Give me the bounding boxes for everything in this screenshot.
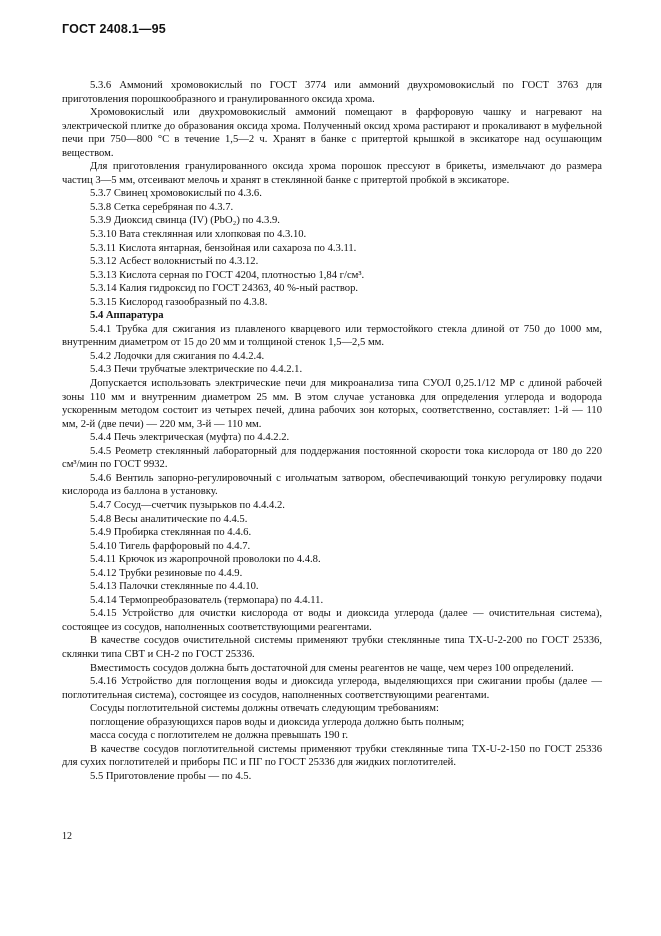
list-item: 5.4.9 Пробирка стеклянная по 4.4.6. (90, 527, 252, 539)
paragraph: Допускается использовать электрические печи для микроанализа типа СУОЛ 0,25.1/12 МР с длиной рабочей зоны 110 мм и внутренним диаметром 25 мм. В этом случае установка для определения углерода и водорода ускоренным методом состоит из четырех печей, длина рабочих зон которых, соответственно, составляет: 1-й — 110 мм, 2-й (две печи) — 220 мм, 3-й — 110 мм. (62, 378, 602, 430)
list-item: 5.4.2 Лодочки для сжигания по 4.4.2.4. (90, 350, 265, 362)
section-heading-apparatus: 5.4 Аппаратура (90, 310, 164, 322)
list-item: 5.3.15 Кислород газообразный по 4.3.8. (90, 296, 268, 308)
list-item: 5.3.10 Вата стеклянная или хлопковая по 4.3.10. (90, 229, 307, 241)
list-item: 5.4.14 Термопреобразователь (термопара) по 4.4.11. (90, 594, 324, 606)
paragraph: 5.4.6 Вентиль запорно-регулировочный с игольчатым затвором, обеспечивающий тонкую регулировку подачи кислорода из баллона в установку. (62, 472, 602, 498)
list-item: 5.4.4 Печь электрическая (муфта) по 4.4.2.2. (90, 432, 290, 444)
paragraph: 5.4.1 Трубка для сжигания из плавленого кварцевого или термостойкого стекла длиной от 750 до 1000 мм, внутренним диаметром от 15 до 20 мм и толщиной стенок 1,5—2,5 мм. (62, 323, 602, 349)
list-item: 5.4.7 Сосуд—счетчик пузырьков по 4.4.4.2. (90, 499, 285, 511)
paragraph: 5.4.16 Устройство для поглощения воды и диоксида углерода, выделяющихся при сжигании пробы (далее — поглотительная система), состоящее из сосудов, наполненных соответствующими реагентами. (62, 676, 602, 701)
document-body (62, 76, 602, 783)
list-item: 5.3.14 Калия гидроксид по ГОСТ 24363, 40 %-ный раствор. (90, 283, 359, 295)
list-item: масса сосуда с поглотителем не должна превышать 190 г. (90, 730, 348, 742)
list-item: 5.5 Приготовление пробы — по 4.5. (90, 770, 252, 782)
paragraph: Для приготовления гранулированного оксида хрома порошок прессуют в брикеты, измельчают до размера частиц 3—5 мм, отсеивают мелочь и хранят в стеклянной банке с притертой пробкой в эксикаторе. (62, 161, 602, 186)
list-item: 5.3.11 Кислота янтарная, бензойная или сахароза по 4.3.11. (90, 242, 357, 254)
list-item: 5.3.8 Сетка серебряная по 4.3.7. (90, 201, 234, 213)
paragraph: Вместимость сосудов должна быть достаточной для смены реагентов не чаще, чем через 100 определений. (90, 662, 574, 674)
paragraph: В качестве сосудов очистительной системы применяют трубки стеклянные типа ТХ-U-2-200 по ГОСТ 25336, склянки типа СВТ и СН-2 по ГОСТ 25336. (62, 635, 602, 660)
paragraph: В качестве сосудов поглотительной системы применяют трубки стеклянные типа ТХ-U-2-150 по ГОСТ 25336 для сухих поглотителей и приборы ПС и ПГ по ГОСТ 25336 для жидких поглотителей. (62, 743, 602, 769)
document-header: ГОСТ 2408.1—95 (62, 22, 166, 36)
list-item: поглощение образующихся паров воды и диоксида углерода должно быть полным; (90, 716, 465, 728)
paragraph: Сосуды поглотительной системы должны отвечать следующим требованиям: (90, 703, 439, 715)
list-item: 5.4.10 Тигель фарфоровый по 4.4.7. (90, 540, 251, 552)
paragraph: 5.4.5 Реометр стеклянный лабораторный для поддержания постоянной скорости тока кислорода от 180 до 220 см³/мин по ГОСТ 9932. (62, 445, 602, 471)
paragraph: 5.4.15 Устройство для очистки кислорода от воды и диоксида углерода (далее — очистительная система), состоящее из сосудов, наполненных соответствующими реагентами. (62, 608, 602, 633)
page-number: 12 (62, 831, 72, 842)
list-item: 5.4.3 Печи трубчатые электрические по 4.4.2.1. (90, 364, 303, 376)
list-item: 5.3.13 Кислота серная по ГОСТ 4204, плотностью 1,84 г/см³. (90, 269, 365, 281)
list-item: 5.4.13 Палочки стеклянные по 4.4.10. (90, 581, 259, 593)
list-item: 5.3.7 Свинец хромовокислый по 4.3.6. (90, 188, 262, 200)
paragraph: Хромовокислый или двухромовокислый аммоний помещают в фарфоровую чашку и нагревают на электрической плитке до образования оксида хрома. Полученный оксид хрома растирают и прокаливают в муфельной печи при 750—800 °С в течение 1,5—2 ч. Хранят в банке с притертой крышкой в эксикаторе над осушающим веществом. (62, 107, 602, 159)
list-item: 5.3.9 Диоксид свинца (IV) (PbO₂) по 4.3.9. (90, 215, 280, 227)
list-item: 5.4.8 Весы аналитические по 4.4.5. (90, 513, 248, 525)
list-item: 5.4.11 Крючок из жаропрочной проволоки по 4.4.8. (90, 554, 321, 566)
list-item: 5.4.12 Трубки резиновые по 4.4.9. (90, 567, 243, 579)
list-item: 5.3.12 Асбест волокнистый по 4.3.12. (90, 256, 259, 268)
paragraph-5-3-6: 5.3.6 Аммоний хромовокислый по ГОСТ 3774 или аммоний двухромовокислый по ГОСТ 3763 для приготовления порошкообразного и гранулированного оксида хрома. (62, 80, 602, 105)
